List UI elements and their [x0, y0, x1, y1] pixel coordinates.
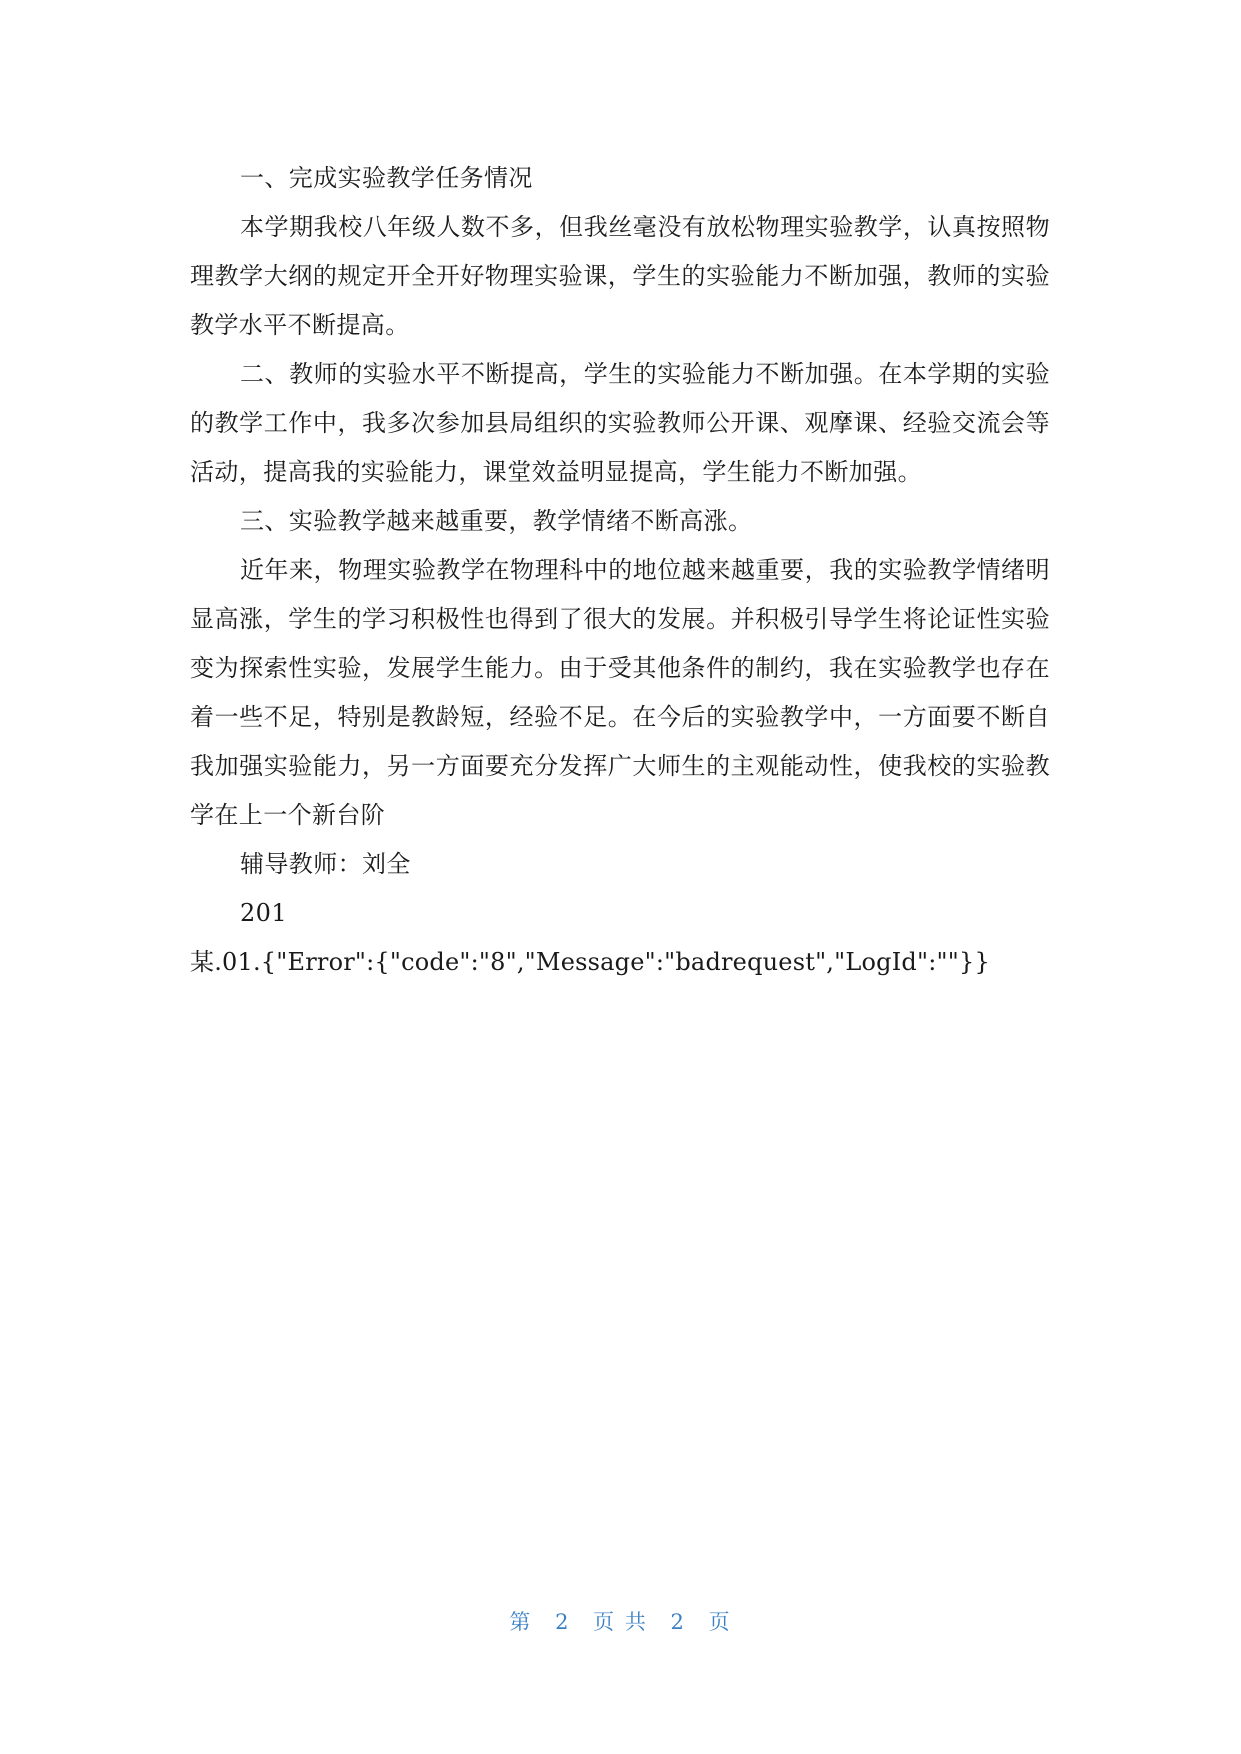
footer-suffix: 页 — [708, 1610, 732, 1634]
footer-page-number: 2 — [555, 1610, 571, 1634]
paragraph-3: 近年来，物理实验教学在物理科中的地位越来越重要，我的实验教学情绪明显高涨，学生的学习积极性也得到了很大的发展。并积极引导学生将论证性实验变为探索性实验，发展学生能力。由于受其他条件的制约，我在实验教学也存在着一些不足，特别是教龄短，经验不足。在今后的实验教学中，一方面要不断自我加强实验能力，另一方面要充分发挥广大师生的主观能动性，使我校的实验教学在上一个新台阶 — [190, 556, 1050, 829]
footer-prefix: 第 — [509, 1610, 533, 1634]
year-line: 201 — [240, 899, 288, 927]
footer-middle: 页 共 — [593, 1610, 648, 1634]
section-heading-2-paragraph: 二、教师的实验水平不断提高，学生的实验能力不断加强。在本学期的实验的教学工作中，我多次参加县局组织的实验教师公开课、观摩课、经验交流会等活动，提高我的实验能力，课堂效益明显提高，学生能力不断加强。 — [190, 360, 1050, 486]
footer-total-pages: 2 — [670, 1610, 686, 1634]
document-body — [190, 154, 1050, 987]
paragraph-1: 本学期我校八年级人数不多，但我丝毫没有放松物理实验教学，认真按照物理教学大纲的规定开全开好物理实验课，学生的实验能力不断加强，教师的实验教学水平不断提高。 — [190, 213, 1050, 339]
advisor-line: 辅导教师：刘全 — [240, 850, 411, 878]
section-heading-1: 一、完成实验教学任务情况 — [240, 164, 533, 192]
section-heading-3: 三、实验教学越来越重要，教学情绪不断高涨。 — [240, 507, 753, 535]
error-text-line: 某.01.{"Error":{"code":"8","Message":"badrequest","LogId":""}} — [190, 948, 990, 976]
page-footer — [0, 1606, 1241, 1636]
